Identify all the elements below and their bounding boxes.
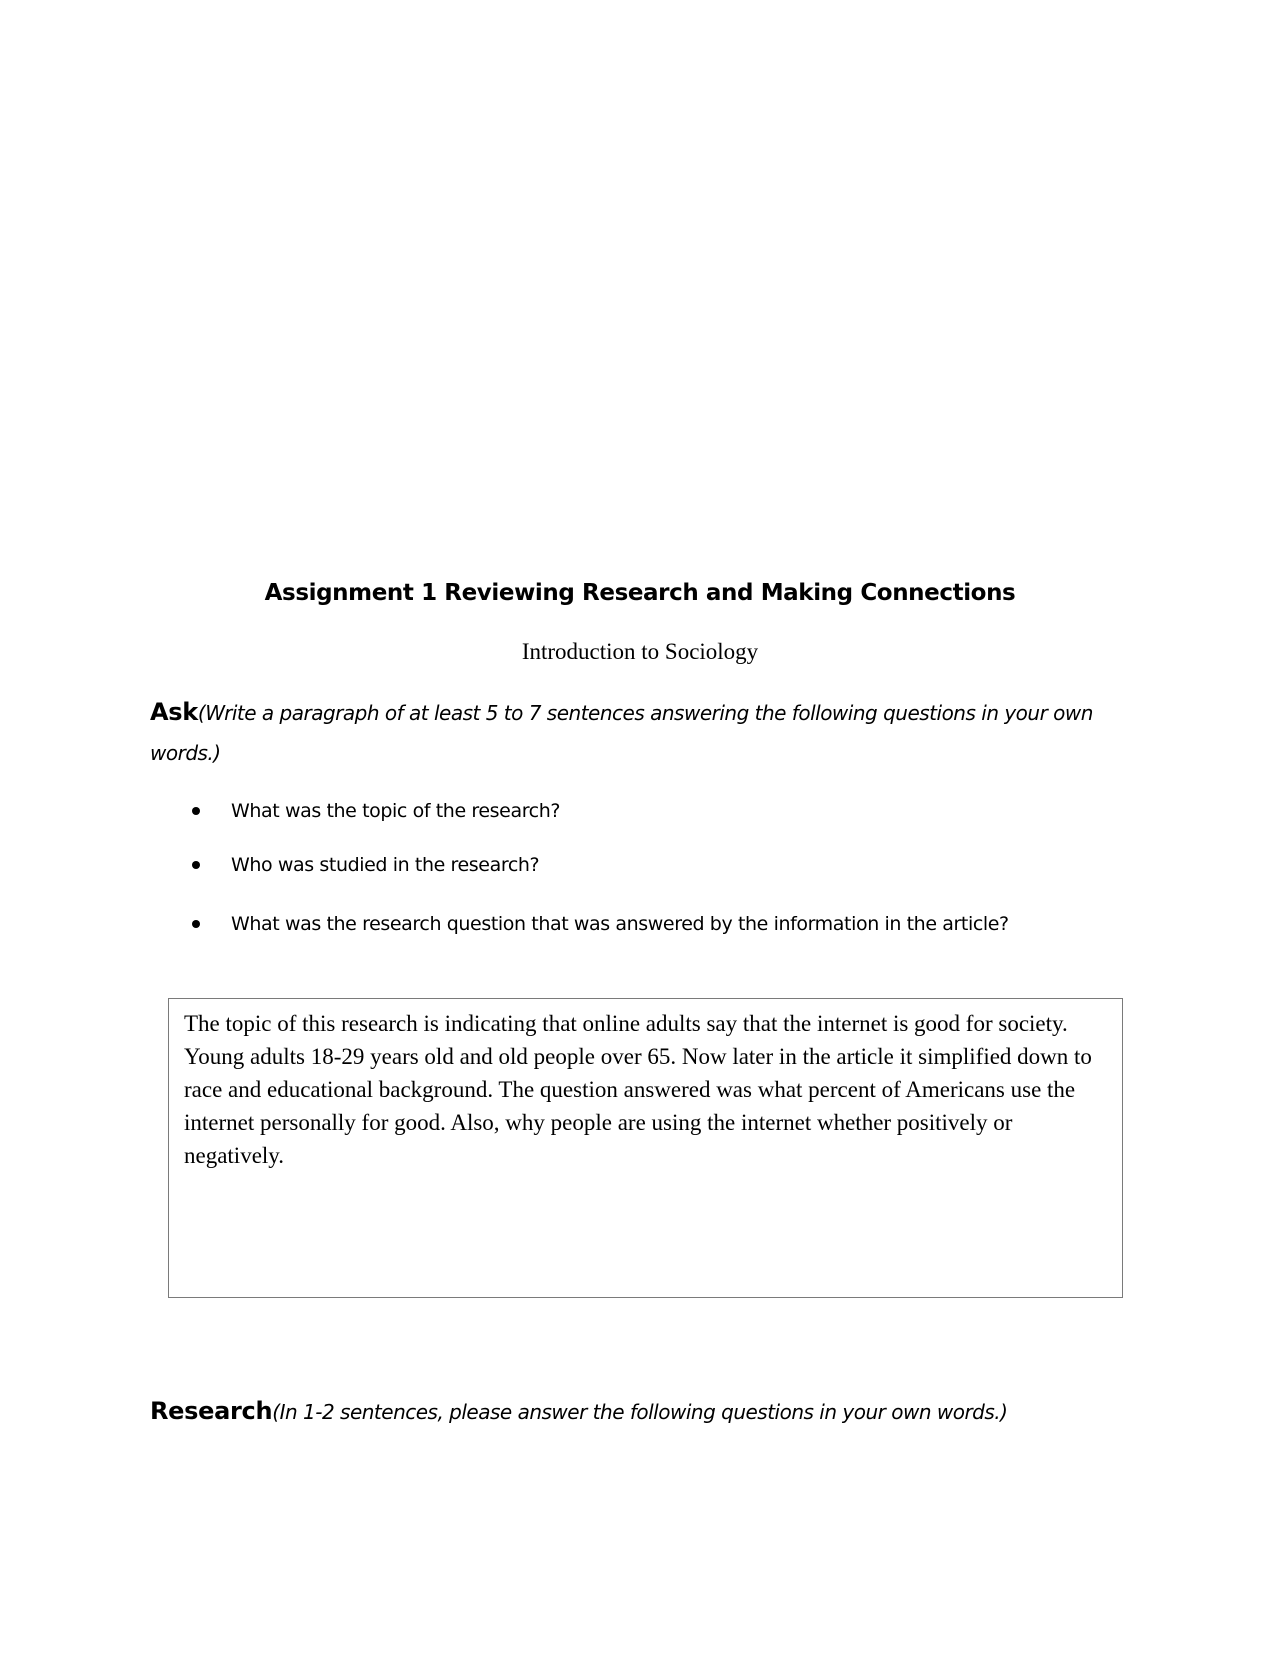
ask-heading-label: Ask xyxy=(150,698,198,726)
bullet-icon xyxy=(192,807,200,815)
question-text: Who was studied in the research? xyxy=(231,854,540,876)
list-item xyxy=(192,796,1152,826)
list-item xyxy=(192,850,1152,880)
question-text: What was the topic of the research? xyxy=(231,800,561,822)
ask-instructions: (Write a paragraph of at least 5 to 7 sentences answering the following questions in your own words.) xyxy=(150,701,1093,765)
ask-answer-box[interactable]: The topic of this research is indicating that online adults say that the internet is good for society. Young adults 18-29 years old and old people over 65. Now later in the article it simplified down to race and educational background. The question answered was what percent of Americans use the internet personally for good. Also, why people are using the internet whether positively or negatively. xyxy=(168,998,1123,1298)
research-heading-label: Research xyxy=(150,1397,273,1425)
question-text: What was the research question that was answered by the information in the article? xyxy=(231,913,1009,935)
course-subtitle: Introduction to Sociology xyxy=(521,639,759,664)
research-section-heading xyxy=(150,1391,1110,1432)
bullet-icon xyxy=(192,920,200,928)
ask-section-heading xyxy=(150,692,1110,773)
research-instructions: (In 1-2 sentences, please answer the following questions in your own words.) xyxy=(272,1400,1008,1424)
bullet-icon xyxy=(192,861,200,869)
document-title: Assignment 1 Reviewing Research and Making Connections xyxy=(264,580,1016,606)
list-item xyxy=(192,909,1152,939)
